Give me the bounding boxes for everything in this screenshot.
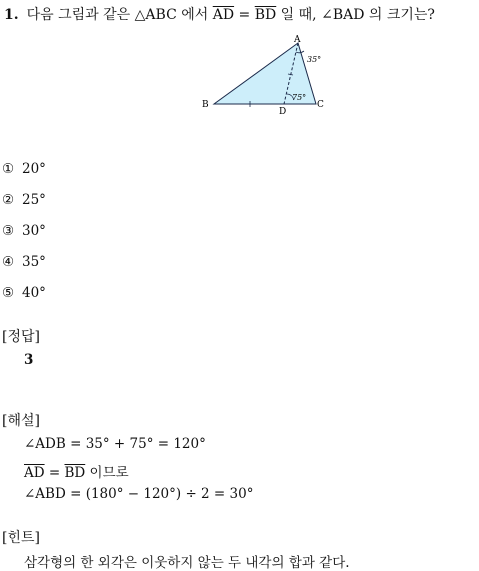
question-text — [4, 4, 435, 24]
question-number: 1. — [4, 7, 19, 23]
choice-5[interactable] — [2, 285, 46, 301]
explanation-line-3: ∠ABD = (180° − 120°) ÷ 2 = 30° — [24, 486, 254, 502]
explanation-label: [해설] — [2, 413, 40, 429]
choice-2-text: 25° — [22, 192, 46, 208]
choice-3[interactable] — [2, 223, 46, 239]
choice-4-text: 35° — [22, 254, 46, 270]
angle-label-d: 75° — [292, 93, 307, 102]
choice-1-text: 20° — [22, 161, 46, 177]
choice-2-marker: ② — [2, 192, 15, 208]
label-b: B — [202, 100, 209, 110]
choice-5-text: 40° — [22, 285, 46, 301]
question-suffix: 일 때, ∠BAD 의 크기는? — [276, 7, 435, 23]
segment-ad: $\overline{AD}$ — [212, 7, 235, 23]
label-a: A — [294, 35, 301, 45]
choice-1[interactable] — [2, 161, 46, 177]
explanation-line-1: ∠ADB = 35° + 75° = 120° — [24, 436, 206, 452]
segment-bd: $\overline{BD}$ — [254, 7, 277, 23]
choice-3-marker: ③ — [2, 223, 15, 239]
choice-4[interactable] — [2, 254, 46, 270]
triangle-figure — [200, 34, 330, 116]
hint-label: [힌트] — [2, 530, 40, 546]
choice-3-text: 30° — [22, 223, 46, 239]
answer-value: 3 — [24, 352, 34, 368]
explanation-segment-ad: $\overline{AD}$ — [24, 465, 45, 481]
choice-2[interactable] — [2, 192, 46, 208]
choice-1-marker: ① — [2, 161, 15, 177]
explanation-line-2-suffix: 이므로 — [85, 465, 129, 481]
choice-4-marker: ④ — [2, 254, 15, 270]
label-c: C — [317, 100, 324, 110]
hint-text: 삼각형의 한 외각은 이웃하지 않는 두 내각의 합과 같다. — [24, 555, 350, 571]
label-d: D — [279, 107, 287, 116]
question-prefix: 다음 그림과 같은 △ABC 에서 — [26, 7, 213, 23]
choice-5-marker: ⑤ — [2, 285, 15, 301]
explanation-line-2 — [24, 461, 129, 481]
explanation-equals: = — [44, 465, 65, 481]
answer-label: [정답] — [2, 329, 40, 345]
equals-sign: = — [234, 7, 255, 23]
explanation-segment-bd: $\overline{BD}$ — [64, 465, 86, 481]
angle-label-a: 35° — [307, 55, 322, 64]
